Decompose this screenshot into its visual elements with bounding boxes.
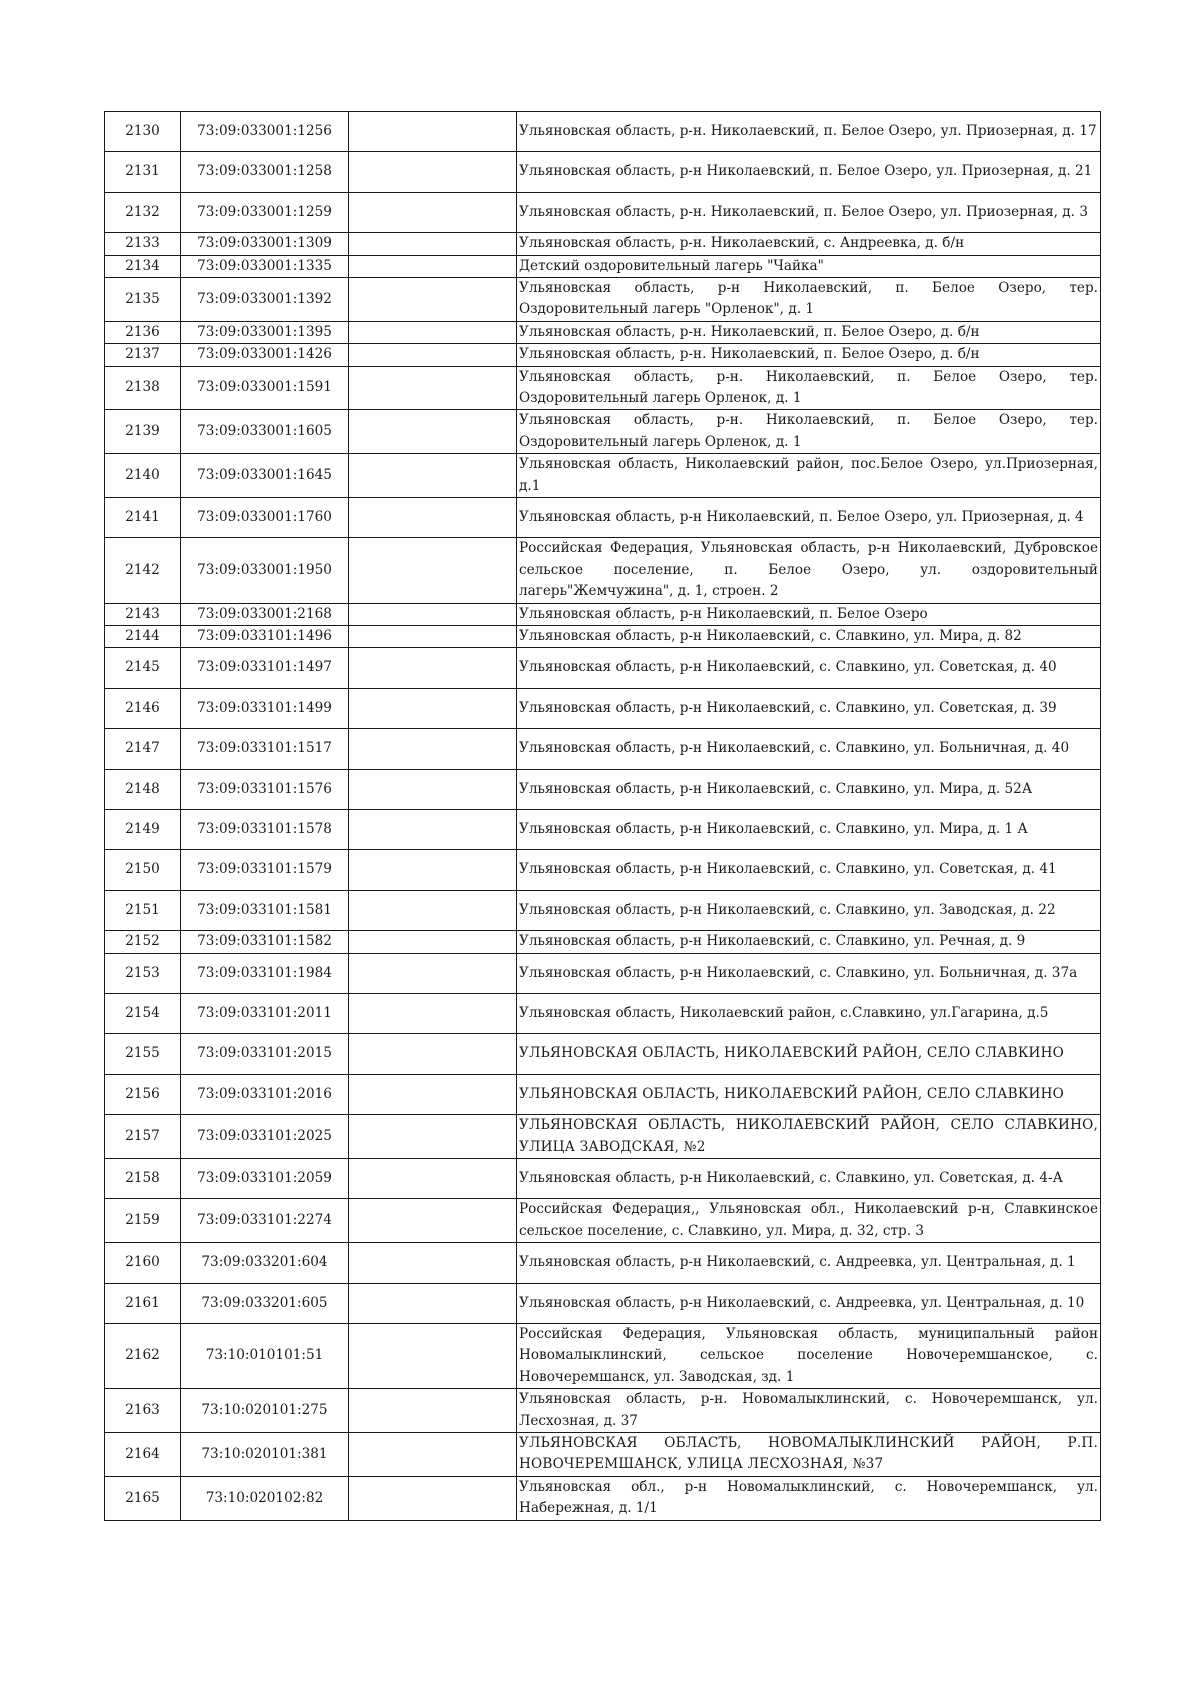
cadastral-number: 73:09:033001:1426 [181,344,349,366]
table-row [105,410,1101,454]
row-number: 2143 [105,603,181,625]
cadastral-number: 73:09:033101:1582 [181,931,349,953]
table-row [105,1074,1101,1114]
address-cell: Ульяновская область, р-н Николаевский, с. Славкино, ул. Заводская, д. 22 [517,890,1101,930]
table-row [105,729,1101,769]
empty-cell [349,1243,517,1283]
row-number: 2157 [105,1115,181,1159]
row-number: 2160 [105,1243,181,1283]
address-cell: Ульяновская область, р-н Николаевский, с. Славкино, ул. Мира, д. 82 [517,626,1101,648]
cadastral-number: 73:09:033101:1496 [181,626,349,648]
cadastral-number: 73:09:033201:604 [181,1243,349,1283]
address-cell: Ульяновская область, р-н. Новомалыклинский, с. Новочеремшанск, ул. Лесхозная, д. 37 [517,1389,1101,1433]
empty-cell [349,152,517,192]
cadastral-number: 73:09:033101:2011 [181,994,349,1034]
row-number: 2131 [105,152,181,192]
cadastral-number: 73:09:033001:1258 [181,152,349,192]
table-row [105,152,1101,192]
registry-table-body [105,112,1101,1521]
empty-cell [349,255,517,277]
table-row [105,192,1101,232]
empty-cell [349,1034,517,1074]
table-row [105,688,1101,728]
table-row [105,953,1101,993]
empty-cell [349,321,517,343]
cadastral-number: 73:09:033201:605 [181,1283,349,1323]
table-row [105,1243,1101,1283]
row-number: 2153 [105,953,181,993]
table-row [105,890,1101,930]
empty-cell [349,1115,517,1159]
address-cell: Ульяновская область, р-н. Николаевский, с. Андреевка, д. б/н [517,233,1101,255]
cadastral-number: 73:10:010101:51 [181,1323,349,1388]
row-number: 2146 [105,688,181,728]
row-number: 2147 [105,729,181,769]
empty-cell [349,603,517,625]
address-cell: Ульяновская область, р-н Николаевский, с. Славкино, ул. Мира, д. 52А [517,769,1101,809]
table-row [105,810,1101,850]
address-cell: Ульяновская область, р-н. Николаевский, п. Белое Озеро, д. б/н [517,344,1101,366]
table-row [105,233,1101,255]
row-number: 2158 [105,1158,181,1198]
row-number: 2142 [105,538,181,603]
row-number: 2163 [105,1389,181,1433]
row-number: 2148 [105,769,181,809]
cadastral-number: 73:09:033101:1579 [181,850,349,890]
empty-cell [349,112,517,152]
table-row [105,931,1101,953]
address-cell: УЛЬЯНОВСКАЯ ОБЛАСТЬ, НОВОМАЛЫКЛИНСКИЙ РАЙОН, Р.П. НОВОЧЕРЕМШАНСК, УЛИЦА ЛЕСХОЗНАЯ, №37 [517,1433,1101,1477]
cadastral-number: 73:09:033101:2016 [181,1074,349,1114]
row-number: 2144 [105,626,181,648]
empty-cell [349,1074,517,1114]
empty-cell [349,729,517,769]
cadastral-number: 73:09:033001:1950 [181,538,349,603]
address-cell: Ульяновская область, р-н. Николаевский, п. Белое Озеро, ул. Приозерная, д. 17 [517,112,1101,152]
empty-cell [349,1323,517,1388]
table-row [105,648,1101,688]
cadastral-number: 73:09:033001:1259 [181,192,349,232]
empty-cell [349,1433,517,1477]
empty-cell [349,1158,517,1198]
row-number: 2138 [105,366,181,410]
address-cell: Ульяновская область, р-н. Николаевский, п. Белое Озеро, ул. Приозерная, д. 3 [517,192,1101,232]
table-row [105,850,1101,890]
cadastral-number: 73:09:033001:1392 [181,277,349,321]
empty-cell [349,810,517,850]
table-row [105,1476,1101,1520]
table-row [105,994,1101,1034]
table-row [105,1283,1101,1323]
row-number: 2151 [105,890,181,930]
cadastral-number: 73:09:033101:2025 [181,1115,349,1159]
cadastral-number: 73:09:033101:1517 [181,729,349,769]
row-number: 2145 [105,648,181,688]
address-cell: Ульяновская область, р-н Николаевский, с. Славкино, ул. Советская, д. 4-А [517,1158,1101,1198]
empty-cell [349,890,517,930]
address-cell: Российская Федерация, Ульяновская область, муниципальный район Новомалыклинский, сельское поселение Новочеремшанское, с. Новочеремшанск, ул. Заводская, зд. 1 [517,1323,1101,1388]
empty-cell [349,1199,517,1243]
cadastral-number: 73:09:033001:1760 [181,498,349,538]
row-number: 2139 [105,410,181,454]
address-cell: Ульяновская область, р-н Николаевский, с. Славкино, ул. Больничная, д. 37а [517,953,1101,993]
address-cell: Ульяновская область, р-н Николаевский, п. Белое Озеро, ул. Приозерная, д. 21 [517,152,1101,192]
table-row [105,626,1101,648]
row-number: 2136 [105,321,181,343]
address-cell: Ульяновская область, р-н Николаевский, с. Славкино, ул. Советская, д. 40 [517,648,1101,688]
address-cell: Ульяновская область, р-н Николаевский, с. Андреевка, ул. Центральная, д. 1 [517,1243,1101,1283]
table-row [105,1034,1101,1074]
address-cell: УЛЬЯНОВСКАЯ ОБЛАСТЬ, НИКОЛАЕВСКИЙ РАЙОН, СЕЛО СЛАВКИНО, УЛИЦА ЗАВОДСКАЯ, №2 [517,1115,1101,1159]
row-number: 2164 [105,1433,181,1477]
table-row [105,277,1101,321]
address-cell: УЛЬЯНОВСКАЯ ОБЛАСТЬ, НИКОЛАЕВСКИЙ РАЙОН, СЕЛО СЛАВКИНО [517,1034,1101,1074]
row-number: 2149 [105,810,181,850]
address-cell: Детский оздоровительный лагерь "Чайка" [517,255,1101,277]
row-number: 2134 [105,255,181,277]
empty-cell [349,931,517,953]
table-row [105,1115,1101,1159]
table-row [105,1323,1101,1388]
empty-cell [349,626,517,648]
row-number: 2159 [105,1199,181,1243]
empty-cell [349,454,517,498]
address-cell: УЛЬЯНОВСКАЯ ОБЛАСТЬ, НИКОЛАЕВСКИЙ РАЙОН, СЕЛО СЛАВКИНО [517,1074,1101,1114]
address-cell: Ульяновская область, р-н Николаевский, с. Славкино, ул. Больничная, д. 40 [517,729,1101,769]
address-cell: Ульяновская область, р-н Николаевский, с. Славкино, ул. Мира, д. 1 А [517,810,1101,850]
address-cell: Ульяновская область, р-н Николаевский, с. Андреевка, ул. Центральная, д. 10 [517,1283,1101,1323]
cadastral-number: 73:09:033101:1499 [181,688,349,728]
address-cell: Российская Федерация, Ульяновская область, р-н Николаевский, Дубровское сельское поселение, п. Белое Озеро, ул. оздоровительный лагерь"Жемчужина", д. 1, строен. 2 [517,538,1101,603]
cadastral-number: 73:09:033001:1256 [181,112,349,152]
cadastral-number: 73:09:033001:1395 [181,321,349,343]
row-number: 2155 [105,1034,181,1074]
empty-cell [349,344,517,366]
registry-table [104,111,1101,1521]
row-number: 2133 [105,233,181,255]
table-row [105,538,1101,603]
cadastral-number: 73:09:033101:2274 [181,1199,349,1243]
address-cell: Ульяновская обл., р-н Новомалыклинский, с. Новочеремшанск, ул. Набережная, д. 1/1 [517,1476,1101,1520]
empty-cell [349,233,517,255]
address-cell: Ульяновская область, р-н. Николаевский, п. Белое Озеро, д. б/н [517,321,1101,343]
row-number: 2156 [105,1074,181,1114]
empty-cell [349,953,517,993]
row-number: 2132 [105,192,181,232]
cadastral-number: 73:09:033001:1591 [181,366,349,410]
address-cell: Ульяновская область, р-н. Николаевский, п. Белое Озеро, тер. Оздоровительный лагерь Орленок, д. 1 [517,366,1101,410]
row-number: 2162 [105,1323,181,1388]
cadastral-number: 73:10:020102:82 [181,1476,349,1520]
cadastral-number: 73:09:033101:2059 [181,1158,349,1198]
row-number: 2154 [105,994,181,1034]
empty-cell [349,498,517,538]
address-cell: Ульяновская область, р-н Николаевский, п. Белое Озеро [517,603,1101,625]
cadastral-number: 73:09:033001:1605 [181,410,349,454]
table-row [105,112,1101,152]
cadastral-number: 73:09:033001:1335 [181,255,349,277]
address-cell: Ульяновская область, р-н Николаевский, с. Славкино, ул. Советская, д. 39 [517,688,1101,728]
cadastral-number: 73:10:020101:275 [181,1389,349,1433]
address-cell: Ульяновская область, Николаевский район, пос.Белое Озеро, ул.Приозерная, д.1 [517,454,1101,498]
address-cell: Ульяновская область, р-н Николаевский, с. Славкино, ул. Речная, д. 9 [517,931,1101,953]
table-row [105,1433,1101,1477]
cadastral-number: 73:09:033001:1645 [181,454,349,498]
address-cell: Российская Федерация,, Ульяновская обл., Николаевский р-н, Славкинское сельское поселение, с. Славкино, ул. Мира, д. 32, стр. 3 [517,1199,1101,1243]
row-number: 2130 [105,112,181,152]
row-number: 2135 [105,277,181,321]
table-row [105,769,1101,809]
address-cell: Ульяновская область, р-н Николаевский, с. Славкино, ул. Советская, д. 41 [517,850,1101,890]
cadastral-number: 73:10:020101:381 [181,1433,349,1477]
table-row [105,1199,1101,1243]
empty-cell [349,688,517,728]
empty-cell [349,994,517,1034]
empty-cell [349,277,517,321]
row-number: 2141 [105,498,181,538]
address-cell: Ульяновская область, р-н Николаевский, п. Белое Озеро, тер. Оздоровительный лагерь "Орленок", д. 1 [517,277,1101,321]
table-row [105,498,1101,538]
address-cell: Ульяновская область, Николаевский район, с.Славкино, ул.Гагарина, д.5 [517,994,1101,1034]
cadastral-number: 73:09:033001:1309 [181,233,349,255]
row-number: 2152 [105,931,181,953]
empty-cell [349,410,517,454]
table-row [105,344,1101,366]
table-row [105,366,1101,410]
row-number: 2161 [105,1283,181,1323]
empty-cell [349,1389,517,1433]
address-cell: Ульяновская область, р-н Николаевский, п. Белое Озеро, ул. Приозерная, д. 4 [517,498,1101,538]
empty-cell [349,648,517,688]
cadastral-number: 73:09:033101:1578 [181,810,349,850]
table-row [105,1389,1101,1433]
table-row [105,603,1101,625]
empty-cell [349,769,517,809]
cadastral-number: 73:09:033001:2168 [181,603,349,625]
row-number: 2140 [105,454,181,498]
table-row [105,1158,1101,1198]
row-number: 2150 [105,850,181,890]
empty-cell [349,1283,517,1323]
table-row [105,321,1101,343]
cadastral-number: 73:09:033101:1581 [181,890,349,930]
table-row [105,454,1101,498]
empty-cell [349,1476,517,1520]
row-number: 2137 [105,344,181,366]
empty-cell [349,366,517,410]
cadastral-number: 73:09:033101:1984 [181,953,349,993]
row-number: 2165 [105,1476,181,1520]
empty-cell [349,192,517,232]
cadastral-number: 73:09:033101:1497 [181,648,349,688]
cadastral-number: 73:09:033101:1576 [181,769,349,809]
cadastral-number: 73:09:033101:2015 [181,1034,349,1074]
empty-cell [349,850,517,890]
address-cell: Ульяновская область, р-н. Николаевский, п. Белое Озеро, тер. Оздоровительный лагерь Орленок, д. 1 [517,410,1101,454]
empty-cell [349,538,517,603]
table-row [105,255,1101,277]
